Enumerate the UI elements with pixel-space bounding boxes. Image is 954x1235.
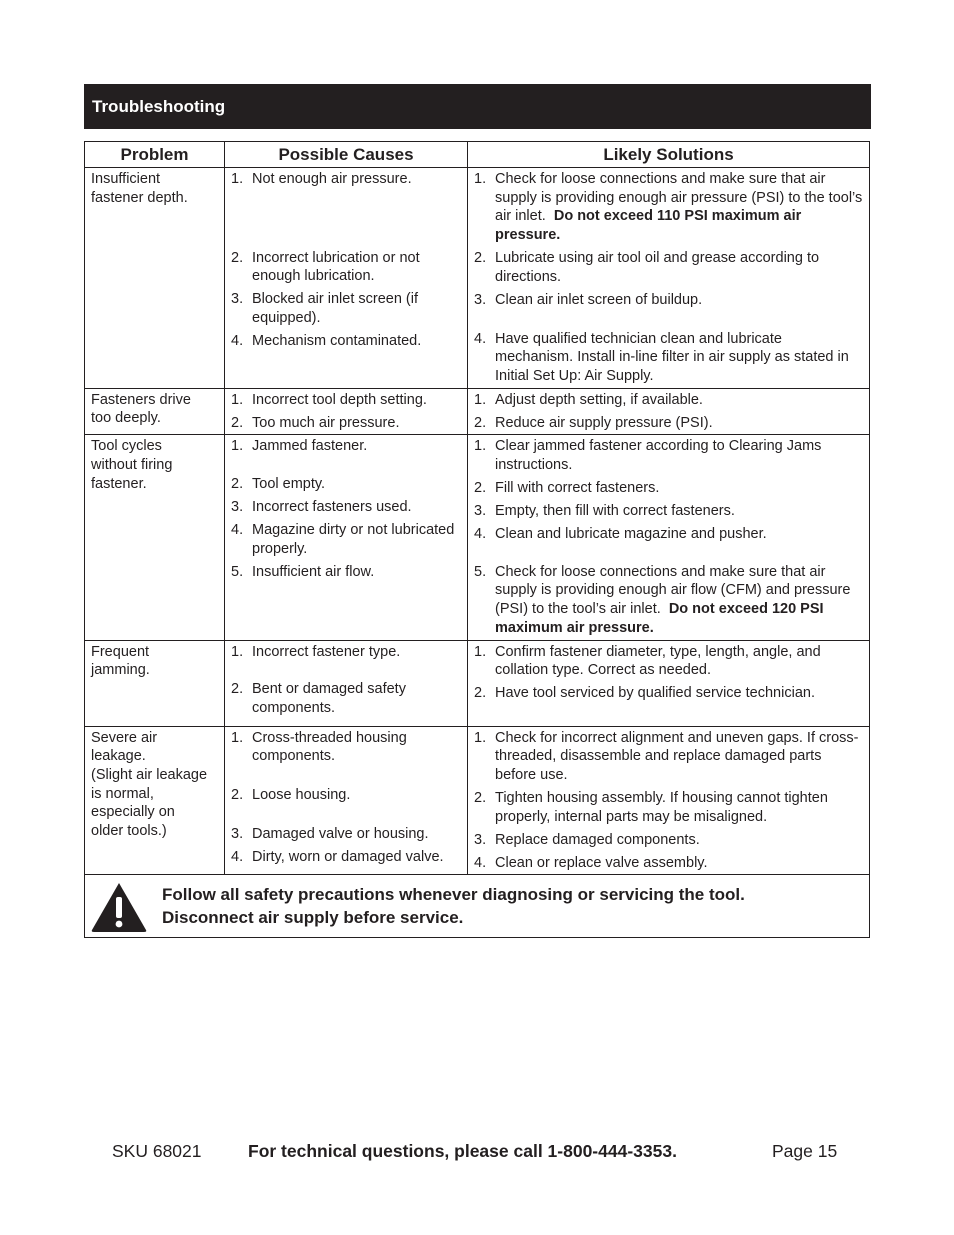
- list-item: 2. Incorrect lubrication or not enough lubrication.: [231, 249, 420, 285]
- list-item: 2. Tool empty.: [231, 476, 326, 493]
- list-item: 2. Tighten housing assembly. If housing cannot tighten properly, internal parts may be misaligned.: [474, 790, 828, 825]
- list-item: 2. Have tool serviced by qualified service technician.: [474, 685, 815, 702]
- page-number: Page 15: [772, 1141, 838, 1161]
- list-item: 4. Clean or replace valve assembly.: [474, 854, 708, 871]
- table-row: [85, 726, 870, 875]
- problem-line: without firing: [91, 457, 173, 474]
- list-item: 1. Adjust depth setting, if available.: [474, 391, 703, 408]
- solutions-cell: [468, 388, 870, 435]
- table-row: [85, 168, 870, 389]
- table-row: [85, 388, 870, 435]
- list-item: 4. Have qualified technician clean and lubricate mechanism. Install in-line filter in air supply as stated in Initial Set Up: Air Supply.: [474, 330, 849, 384]
- list-item: 3. Blocked air inlet screen (if equipped).: [231, 291, 419, 327]
- problem-line: especially on: [91, 804, 175, 821]
- problem-line: older tools.): [91, 823, 167, 840]
- list-item: 2. Lubricate using air tool oil and grease according to directions.: [474, 250, 820, 285]
- problem-cell: [85, 640, 225, 726]
- list-item: 5. Insufficient air flow.: [231, 563, 375, 580]
- problem-cell: [85, 168, 225, 389]
- problem-line: Fasteners drive: [91, 391, 191, 408]
- problem-line: is normal,: [91, 785, 154, 802]
- list-item: 4. Dirty, worn or damaged valve.: [231, 848, 444, 865]
- problem-line: Tool cycles: [91, 438, 162, 455]
- list-item: 1. Incorrect fastener type.: [231, 643, 401, 660]
- list-item: 4. Clean and lubricate magazine and pusher.: [474, 526, 767, 543]
- list-item: 3. Incorrect fasteners used.: [231, 499, 412, 516]
- warning-text: [162, 883, 745, 929]
- warning-line: Follow all safety precautions whenever diagnosing or servicing the tool.: [162, 885, 745, 905]
- list-item: 3. Replace damaged components.: [474, 831, 700, 848]
- causes-cell: [225, 388, 468, 435]
- problem-line: jamming.: [91, 662, 150, 679]
- table-row: [85, 435, 870, 640]
- list-item: 4. Magazine dirty or not lubricated properly.: [231, 522, 455, 557]
- column-header-solutions: Likely Solutions: [468, 142, 870, 168]
- troubleshooting-table: [84, 141, 870, 938]
- list-item: 1. Confirm fastener diameter, type, length, angle, and collation type. Correct as needed.: [474, 643, 821, 679]
- section-title: Troubleshooting: [92, 97, 226, 116]
- column-header-problem: Problem: [85, 142, 225, 168]
- causes-cell: [225, 640, 468, 726]
- list-item: 1. Jammed fastener.: [231, 438, 368, 455]
- solutions-cell: [468, 168, 870, 389]
- problem-cell: [85, 726, 225, 875]
- list-item: 3. Clean air inlet screen of buildup.: [474, 291, 703, 308]
- problem-line: leakage.: [91, 748, 146, 765]
- problem-line: Severe air: [91, 729, 158, 746]
- list-item: 4. Mechanism contaminated.: [231, 333, 422, 350]
- problem-line: too deeply.: [91, 410, 161, 427]
- problem-line: Insufficient: [91, 171, 161, 187]
- section-header: [84, 84, 871, 129]
- table-header-row: [85, 142, 870, 168]
- problem-line: fastener.: [91, 475, 147, 492]
- warning-row: [85, 875, 870, 938]
- list-item: 3. Empty, then fill with correct fasteners.: [474, 503, 735, 520]
- problem-line: (Slight air leakage: [91, 767, 208, 784]
- warning-cell: [85, 875, 870, 938]
- technical-contact: For technical questions, please call 1-800-444-3353.: [248, 1141, 677, 1161]
- solutions-cell: [468, 435, 870, 640]
- problem-cell: [85, 388, 225, 435]
- solutions-cell: [468, 640, 870, 726]
- safety-warning: [85, 875, 869, 933]
- column-header-causes: Possible Causes: [225, 142, 468, 168]
- list-item: 2. Bent or damaged safety components.: [231, 681, 406, 716]
- warning-triangle-icon: [90, 881, 148, 933]
- list-item: 1. Check for incorrect alignment and uneven gaps. If cross-threaded, disassemble and replace damaged parts before use.: [474, 729, 859, 784]
- list-item: 3. Damaged valve or housing.: [231, 825, 429, 842]
- sku-label: SKU 68021: [112, 1141, 202, 1161]
- list-item: 2. Too much air pressure.: [231, 414, 400, 431]
- list-item: 2. Reduce air supply pressure (PSI).: [474, 414, 713, 431]
- causes-cell: [225, 168, 468, 389]
- warning-line: Disconnect air supply before service.: [162, 908, 464, 928]
- list-item: 1. Check for loose connections and make sure that air supply is providing enough air pressure (PSI) to the tool’s air inlet. Do not exceed 110 PSI maximum air pressure.: [474, 171, 863, 244]
- problem-line: Frequent: [91, 643, 150, 660]
- list-item: 2. Fill with correct fasteners.: [474, 480, 660, 497]
- solutions-cell: [468, 726, 870, 875]
- list-item: 5. Check for loose connections and make sure that air supply is providing enough air flow (CFM) and pressure (PSI) to the tool’s air inlet. Do not exceed 120 PSI maximum air pressure.: [474, 563, 851, 636]
- list-item: 1. Not enough air pressure.: [231, 171, 412, 187]
- table-row: [85, 640, 870, 726]
- list-item: 1. Incorrect tool depth setting.: [231, 391, 427, 408]
- problem-line: fastener depth.: [91, 189, 188, 206]
- list-item: 1. Clear jammed fastener according to Clearing Jams instructions.: [474, 438, 822, 474]
- causes-cell: [225, 726, 468, 875]
- causes-cell: [225, 435, 468, 640]
- problem-cell: [85, 435, 225, 640]
- list-item: 1. Cross-threaded housing components.: [231, 729, 407, 765]
- list-item: 2. Loose housing.: [231, 787, 351, 804]
